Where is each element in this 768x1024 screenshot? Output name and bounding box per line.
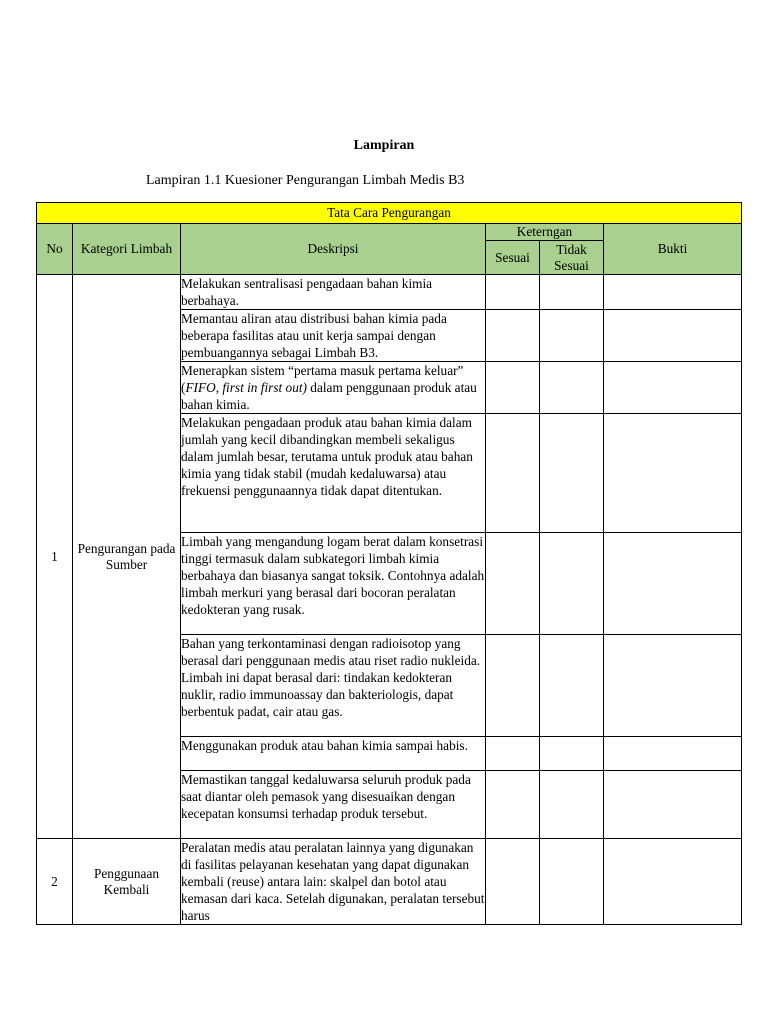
description-cell: Melakukan pengadaan produk atau bahan kimia dalam jumlah yang kecil dibandingkan membeli sekaligus dalam jumlah besar, terutama untuk produk atau bahan kimia yang tidak stabil (mudah kedaluwarsa) atau frekuensi penggunaannya tidak dapat ditentukan. — [181, 414, 486, 533]
tidak-sesuai-cell[interactable] — [540, 414, 604, 533]
column-header-deskripsi: Deskripsi — [181, 224, 486, 275]
sesuai-cell[interactable] — [486, 362, 540, 414]
bukti-cell[interactable] — [604, 839, 742, 925]
bukti-cell[interactable] — [604, 737, 742, 771]
tidak-sesuai-cell[interactable] — [540, 839, 604, 925]
tidak-sesuai-cell[interactable] — [540, 275, 604, 310]
sesuai-cell[interactable] — [486, 635, 540, 737]
column-header-kategori: Kategori Limbah — [73, 224, 181, 275]
row-number: 2 — [37, 839, 73, 925]
description-cell: Limbah yang mengandung logam berat dalam konsetrasi tinggi termasuk dalam subkategori limbah kimia berbahaya dan biasanya sangat toksik. Contohnya adalah limbah merkuri yang berasal dari bocoran peralatan kedokteran yang rusak. — [181, 533, 486, 635]
bukti-cell[interactable] — [604, 533, 742, 635]
column-header-tidak-sesuai: Tidak Sesuai — [540, 241, 604, 275]
description-cell: Peralatan medis atau peralatan lainnya yang digunakan di fasilitas pelayanan kesehatan yang dapat digunakan kembali (reuse) antara lain: skalpel dan botol atau kemasan dari kaca. Setelah digunakan, peralatan tersebut harus — [181, 840, 485, 923]
row-number: 1 — [37, 275, 73, 839]
sesuai-cell[interactable] — [486, 771, 540, 839]
column-header-sesuai: Sesuai — [486, 241, 540, 275]
description-cell: Menggunakan produk atau bahan kimia sampai habis. — [181, 737, 486, 771]
description-cell: Memastikan tanggal kedaluwarsa seluruh produk pada saat diantar oleh pemasok yang disesuaikan dengan kecepatan konsumsi terhadap produk tersebut. — [181, 771, 486, 839]
description-cell: Bahan yang terkontaminasi dengan radioisotop yang berasal dari penggunaan medis atau riset radio nukleida. Limbah ini dapat berasal dari: tindakan kedokteran nuklir, radio immunoassay dan bakteriologis, dapat berbentuk padat, cair atau gas. — [181, 635, 486, 737]
table-row — [37, 839, 742, 925]
sesuai-cell[interactable] — [486, 414, 540, 533]
sesuai-cell[interactable] — [486, 310, 540, 362]
tidak-sesuai-cell[interactable] — [540, 362, 604, 414]
description-italic-text: FIFO, first in first out) — [185, 380, 307, 395]
tidak-sesuai-cell[interactable] — [540, 737, 604, 771]
kategori-cell: Penggunaan Kembali — [73, 839, 181, 925]
bukti-cell[interactable] — [604, 310, 742, 362]
table-title: Tata Cara Pengurangan — [37, 203, 742, 224]
kategori-cell: Pengurangan pada Sumber — [73, 275, 181, 839]
column-header-bukti: Bukti — [604, 224, 742, 275]
appendix-caption: Lampiran 1.1 Kuesioner Pengurangan Limbah Medis B3 — [146, 173, 465, 188]
description-text: dalam penggunaan produk atau bahan kimia. — [181, 380, 477, 412]
description-cell: Melakukan sentralisasi pengadaan bahan kimia berbahaya. — [181, 275, 486, 310]
description-cell — [181, 362, 486, 414]
tidak-sesuai-cell[interactable] — [540, 533, 604, 635]
bukti-cell[interactable] — [604, 414, 742, 533]
table-row — [37, 275, 742, 310]
sesuai-cell[interactable] — [486, 737, 540, 771]
column-header-no: No — [37, 224, 73, 275]
sesuai-cell[interactable] — [486, 533, 540, 635]
tidak-sesuai-cell[interactable] — [540, 635, 604, 737]
bukti-cell[interactable] — [604, 275, 742, 310]
bukti-cell[interactable] — [604, 771, 742, 839]
tidak-sesuai-cell[interactable] — [540, 310, 604, 362]
column-header-keterangan: Keterngan — [486, 224, 604, 241]
questionnaire-table — [36, 202, 742, 925]
description-cell: Memantau aliran atau distribusi bahan kimia pada beberapa fasilitas atau unit kerja sampai dengan pembuangannya sebagai Limbah B3. — [181, 310, 486, 362]
page-title: Lampiran — [353, 138, 415, 153]
bukti-cell[interactable] — [604, 635, 742, 737]
sesuai-cell[interactable] — [486, 275, 540, 310]
tidak-sesuai-cell[interactable] — [540, 771, 604, 839]
description-text: Menerapkan sistem “pertama masuk pertama keluar” ( — [181, 363, 464, 395]
sesuai-cell[interactable] — [486, 839, 540, 925]
bukti-cell[interactable] — [604, 362, 742, 414]
